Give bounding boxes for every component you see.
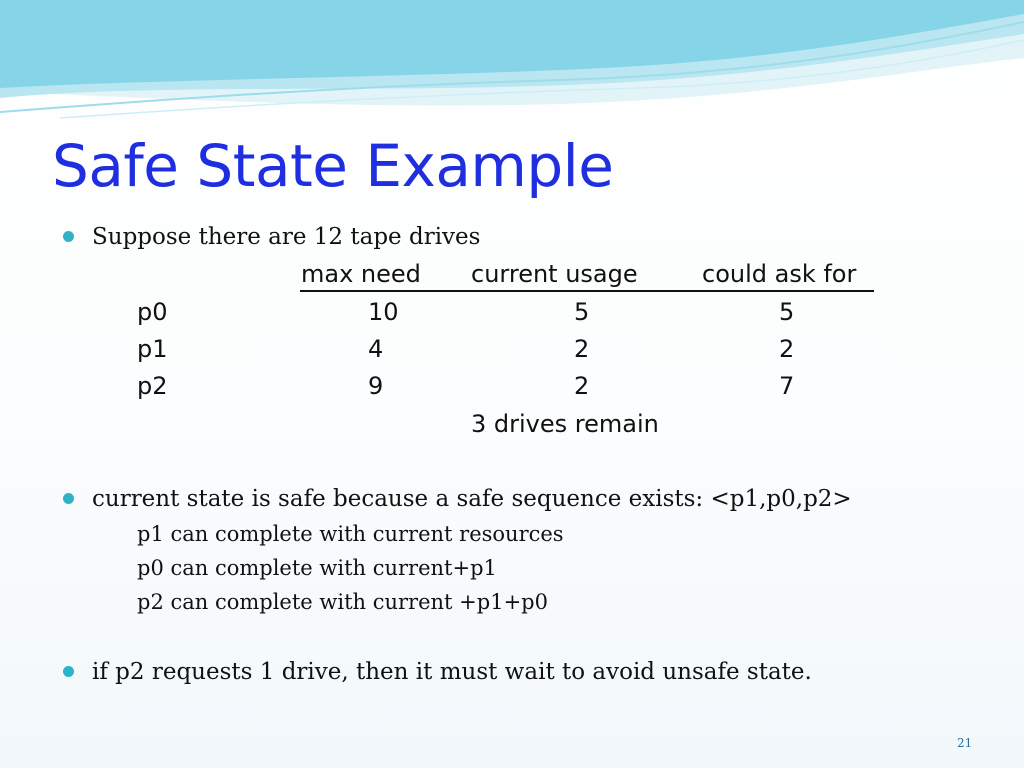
bullet-dot (63, 666, 74, 677)
table-cell-current-usage: 2 (574, 372, 590, 400)
table-cell-could-ask-for: 2 (779, 335, 795, 363)
table-cell-max-need: 10 (368, 298, 399, 326)
sequence-step: p1 can complete with current resources (137, 522, 564, 546)
table-cell-could-ask-for: 5 (779, 298, 795, 326)
drives-remaining-note: 3 drives remain (471, 410, 659, 438)
table-header-max-need: max need (301, 260, 421, 288)
bullet-dot (63, 231, 74, 242)
sequence-step: p2 can complete with current +p1+p0 (137, 590, 548, 614)
table-header-current-usage: current usage (471, 260, 638, 288)
bullet-text: current state is safe because a safe sequence exists: <p1,p0,p2> (92, 486, 852, 512)
table-cell-max-need: 4 (368, 335, 384, 363)
table-header-could-ask-for: could ask for (702, 260, 857, 288)
bullet-text: if p2 requests 1 drive, then it must wait to avoid unsafe state. (92, 659, 812, 685)
slide-number: 21 (957, 736, 973, 750)
slide-title: Safe State Example (52, 132, 614, 200)
table-cell-process: p2 (137, 372, 168, 400)
table-cell-process: p0 (137, 298, 168, 326)
table-cell-current-usage: 5 (574, 298, 590, 326)
bullet-text: Suppose there are 12 tape drives (92, 224, 481, 250)
table-header-underline (300, 290, 874, 292)
table-cell-process: p1 (137, 335, 168, 363)
header-wave-decoration (0, 0, 1024, 120)
bullet-dot (63, 493, 74, 504)
table-cell-max-need: 9 (368, 372, 384, 400)
table-cell-could-ask-for: 7 (779, 372, 795, 400)
sequence-step: p0 can complete with current+p1 (137, 556, 497, 580)
table-cell-current-usage: 2 (574, 335, 590, 363)
